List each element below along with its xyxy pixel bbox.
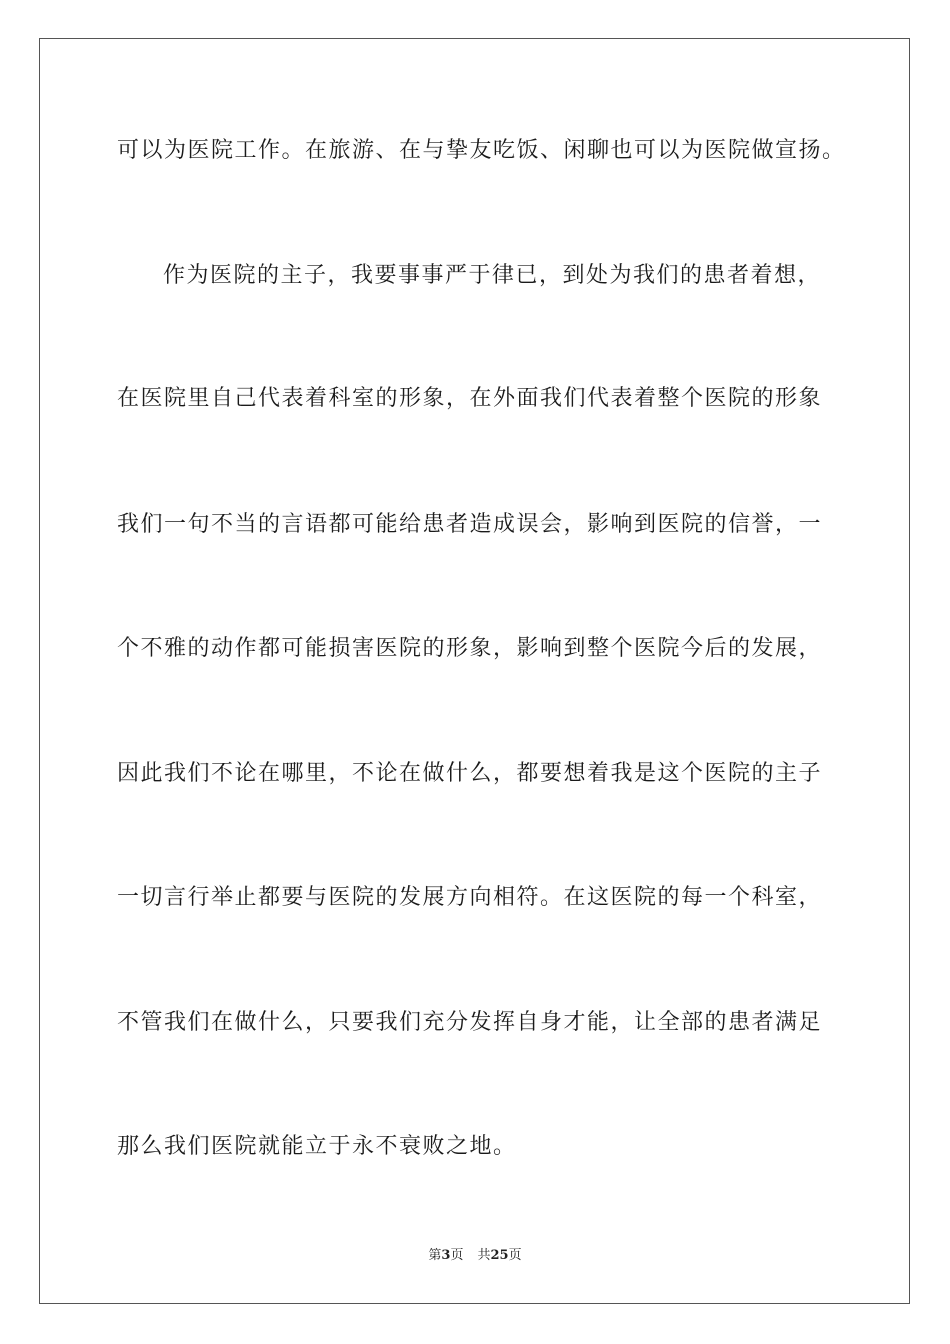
body-line-5: 个不雅的动作都可能损害医院的形象，影响到整个医院今后的发展， — [117, 636, 823, 661]
page-number: 3 — [441, 1248, 451, 1263]
body-line-6: 因此我们不论在哪里，不论在做什么，都要想着我是这个医院的主子 — [117, 761, 823, 786]
body-line-8: 不管我们在做什么，只要我们充分发挥自身才能，让全部的患者满足 — [117, 1010, 823, 1035]
body-line-1: 可以为医院工作。在旅游、在与挚友吃饭、闲聊也可以为医院做宣扬。 — [117, 138, 846, 163]
total-pages: 25 — [490, 1248, 509, 1263]
body-line-2: 作为医院的主子，我要事事严于律已，到处为我们的患者着想， — [163, 263, 822, 288]
body-line-9: 那么我们医院就能立于永不衰败之地。 — [117, 1134, 517, 1159]
body-line-4: 我们一句不当的言语都可能给患者造成误会，影响到医院的信誉，一 — [117, 512, 823, 537]
total-pages-suffix: 页 — [508, 1248, 522, 1263]
page-frame — [39, 38, 910, 1304]
page-number-suffix: 页 — [450, 1248, 464, 1263]
page-number-prefix: 第 — [428, 1248, 442, 1263]
total-pages-prefix: 共 — [477, 1248, 491, 1263]
body-line-3: 在医院里自己代表着科室的形象，在外面我们代表着整个医院的形象 — [117, 386, 823, 411]
body-line-7: 一切言行举止都要与医院的发展方向相符。在这医院的每一个科室， — [117, 885, 823, 910]
page-footer — [0, 1247, 950, 1265]
